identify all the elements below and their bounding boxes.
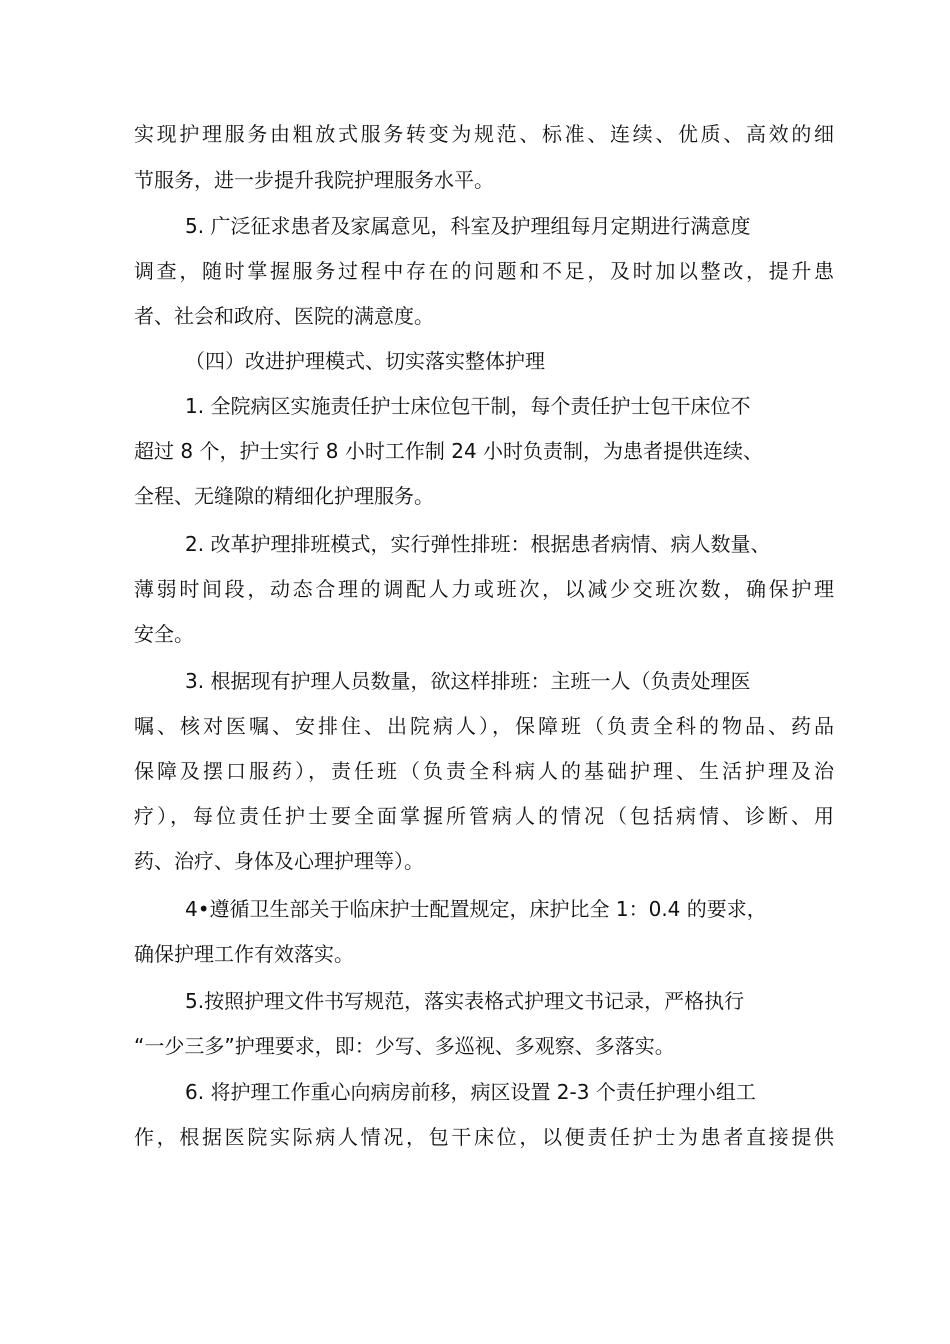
text-line: 安全。 [134,622,194,646]
text-line: 疗），每位责任护士要全面掌握所管病人的情况（包括病情、诊断、用 [134,804,834,828]
text-line: 1. 全院病区实施责任护士床位包干制，每个责任护士包干床位不 [185,394,751,418]
text-line: 保障及摆口服药），责任班（负责全科病人的基础护理、生活护理及治 [134,759,834,783]
text-line: 节服务，进一步提升我院护理服务水平。 [134,168,494,192]
text-line: 作，根据医院实际病人情况，包干床位，以便责任护士为患者直接提供 [134,1125,834,1149]
text-line: 确保护理工作有效落实。 [134,942,354,966]
text-line: 6. 将护理工作重心向病房前移，病区设置 2-3 个责任护理小组工 [185,1080,756,1104]
text-line: 2. 改革护理排班模式，实行弹性排班：根据患者病情、病人数量、 [185,532,771,556]
text-line: 调查，随时掌握服务过程中存在的问题和不足，及时加以整改，提升患 [134,259,834,283]
text-line: 全程、无缝隙的精细化护理服务。 [134,484,434,508]
text-line: 者、社会和政府、医院的满意度。 [134,304,434,328]
section-heading: （四）改进护理模式、切实落实整体护理 [185,349,545,373]
text-line: 5.按照护理文件书写规范，落实表格式护理文书记录，严格执行 [185,989,745,1013]
text-line: 嘱、核对医嘱、安排住、出院病人），保障班（负责全科的物品、药品 [134,714,834,738]
text-line: 超过 8 个，护士实行 8 小时工作制 24 小时负责制，为患者提供连续、 [134,439,764,463]
text-line: 3. 根据现有护理人员数量，欲这样排班：主班一人（负责处理医 [185,669,751,693]
text-line: “一少三多”护理要求，即：少写、多巡视、多观察、多落实。 [134,1034,675,1058]
text-line: 薄弱时间段，动态合理的调配人力或班次，以减少交班次数，确保护理 [134,577,834,601]
text-line: 4•遵循卫生部关于临床护士配置规定，床护比全 1：0.4 的要求， [185,897,767,921]
text-line: 5. 广泛征求患者及家属意见，科室及护理组每月定期进行满意度 [185,214,751,238]
text-line: 实现护理服务由粗放式服务转变为规范、标准、连续、优质、高效的细 [134,122,834,146]
text-line: 药、治疗、身体及心理护理等）。 [134,849,424,873]
